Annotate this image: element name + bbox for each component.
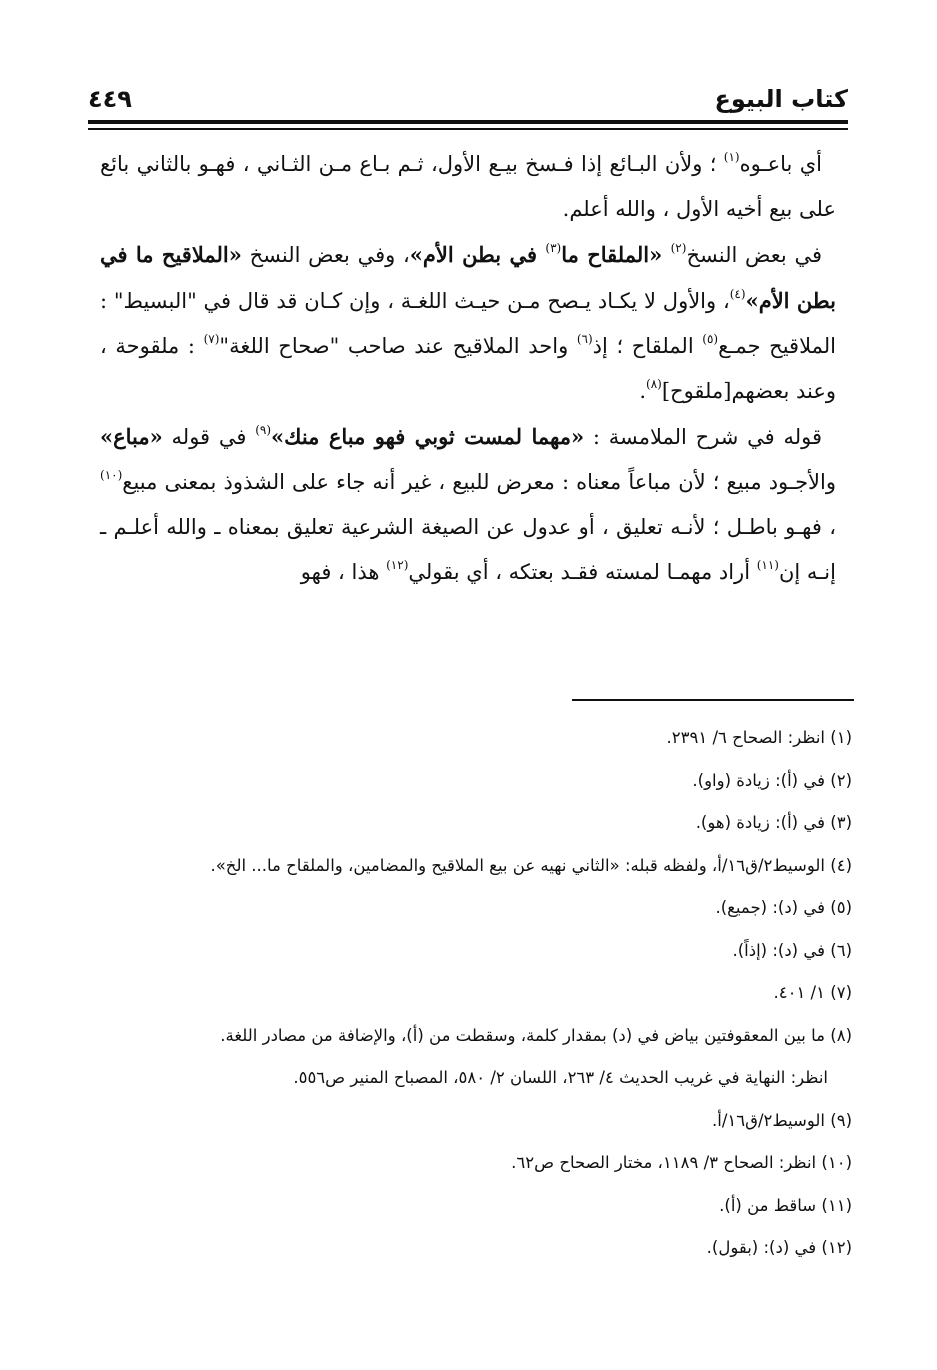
footnote-item: (٦) في (د): (إذاً). xyxy=(732,940,852,960)
footnote-ref: (١٠) xyxy=(100,468,123,482)
quoted-hadith: «مهما لمست ثوبي فهو مباع منك» xyxy=(271,424,585,449)
footnote-item: (١) انظر: الصحاح ٦/ ٢٣٩١. xyxy=(666,728,852,747)
footnote-item: (٧) ١/ ٤٠١. xyxy=(773,983,852,1002)
footnote-ref: (٣) xyxy=(545,241,562,255)
header-rule-thick xyxy=(88,120,848,124)
page-number: ٤٤٩ xyxy=(88,85,132,113)
text-run: في بعض النسخ xyxy=(686,243,822,267)
footnote-item: (٩) الوسيط٢/ق١٦/أ. xyxy=(712,1110,852,1130)
footnote-item: (٢) في (أ): زيادة (واو). xyxy=(692,770,852,790)
quoted-term: «مباع» xyxy=(100,424,163,449)
paragraph-3 xyxy=(100,414,836,595)
main-text xyxy=(100,142,836,595)
footnote-ref: (٧) xyxy=(203,332,220,346)
text-run: في قوله xyxy=(162,425,256,449)
text-run: والأجـود مبيع ؛ لأن مباعاً معناه : معرض للبيع ، غير أنه جاء على الشذوذ بمعنى مبيع xyxy=(122,470,836,494)
quoted-term: في بطن الأم» xyxy=(409,242,546,267)
footnote-item: (٣) في (أ): زيادة (هو). xyxy=(695,813,852,832)
footnote-separator xyxy=(572,699,854,701)
book-title: كتاب البيوع xyxy=(714,85,848,113)
text-run: هذا ، فهو xyxy=(300,560,387,584)
header-rule-thin xyxy=(88,128,848,130)
footnote-item: (١٠) انظر: الصحاح ٣/ ١١٨٩، مختار الصحاح ص٦٢. xyxy=(511,1153,852,1172)
footnote-item: (١١) ساقط من (أ). xyxy=(719,1195,852,1215)
text-run: ، فهـو باطـل ؛ لأنـه تعليق ، أو عدول عن الصيغة الشرعية تعليق بمعناه ـ والله أعلـم ـ إنـه إن xyxy=(100,515,836,584)
footnote-ref: (١١) xyxy=(756,558,779,572)
text-run: ، والأول لا يكـاد يـصح مـن حيـث اللغـة ، وإن كـان قد قال في "البسيط" : الملاقيح جمـع xyxy=(100,289,836,358)
footnote-ref: (٢) xyxy=(670,241,687,255)
text-run: أي باعـوه xyxy=(739,152,822,176)
footnote-ref: (٩) xyxy=(255,423,272,437)
paragraph-1 xyxy=(100,142,836,232)
text-run: : ملقوحة ، وعند بعضهم[ملقوح] xyxy=(100,334,836,403)
quoted-term: «الملقاح ما xyxy=(561,242,671,267)
text-run: قوله في شرح الملامسة : xyxy=(584,425,823,449)
footnote-ref: (١٢) xyxy=(386,558,409,572)
footnote-ref: (١) xyxy=(723,150,740,164)
text-run: ، وفي بعض النسخ xyxy=(241,243,410,267)
footnote-ref: (٨) xyxy=(646,377,662,391)
footnote-item: (١٢) في (د): (بقول). xyxy=(706,1238,852,1257)
text-run: . xyxy=(639,379,646,403)
footnote-item: (٥) في (د): (جميع). xyxy=(715,898,852,917)
footnotes xyxy=(100,717,852,1270)
text-run: أراد مهمـا لمسته فقـد بعتكه ، أي بقولي xyxy=(408,560,757,584)
footnote-item: (٨) ما بين المعقوفتين بياض في (د) بمقدار كلمة، وسقطت من (أ)، والإضافة من مصادر اللغة. xyxy=(220,1025,852,1045)
quoted-term: «الملاقيح ما في بطن الأم» xyxy=(100,242,836,313)
footnote-ref: (٤) xyxy=(729,287,746,301)
footnote-continuation: انظر: النهاية في غريب الحديث ٤/ ٢٦٣، اللسان ٢/ ٥٨٠، المصباح المنير ص٥٥٦. xyxy=(293,1068,828,1087)
text-run: ؛ ولأن البـائع إذا فـسخ بيـع الأول، ثـم بـاع مـن الثـاني ، فهـو بالثاني بائع على بيع أخيه الأول ، والله أعلم. xyxy=(100,152,836,221)
paragraph-2 xyxy=(100,232,836,414)
text-run: واحد الملاقيح عند صاحب "صحاح اللغة" xyxy=(219,334,577,358)
footnote-ref: (٦) xyxy=(576,332,593,346)
text-run: الملقاح ؛ إذ xyxy=(592,334,703,358)
page-header xyxy=(88,80,848,114)
footnote-ref: (٥) xyxy=(702,332,719,346)
footnote-item: (٤) الوسيط٢/ق١٦/أ، ولفظه قبله: «الثاني نهيه عن بيع الملاقيح والمضامين، والملقاح ما... الخ». xyxy=(210,855,852,875)
